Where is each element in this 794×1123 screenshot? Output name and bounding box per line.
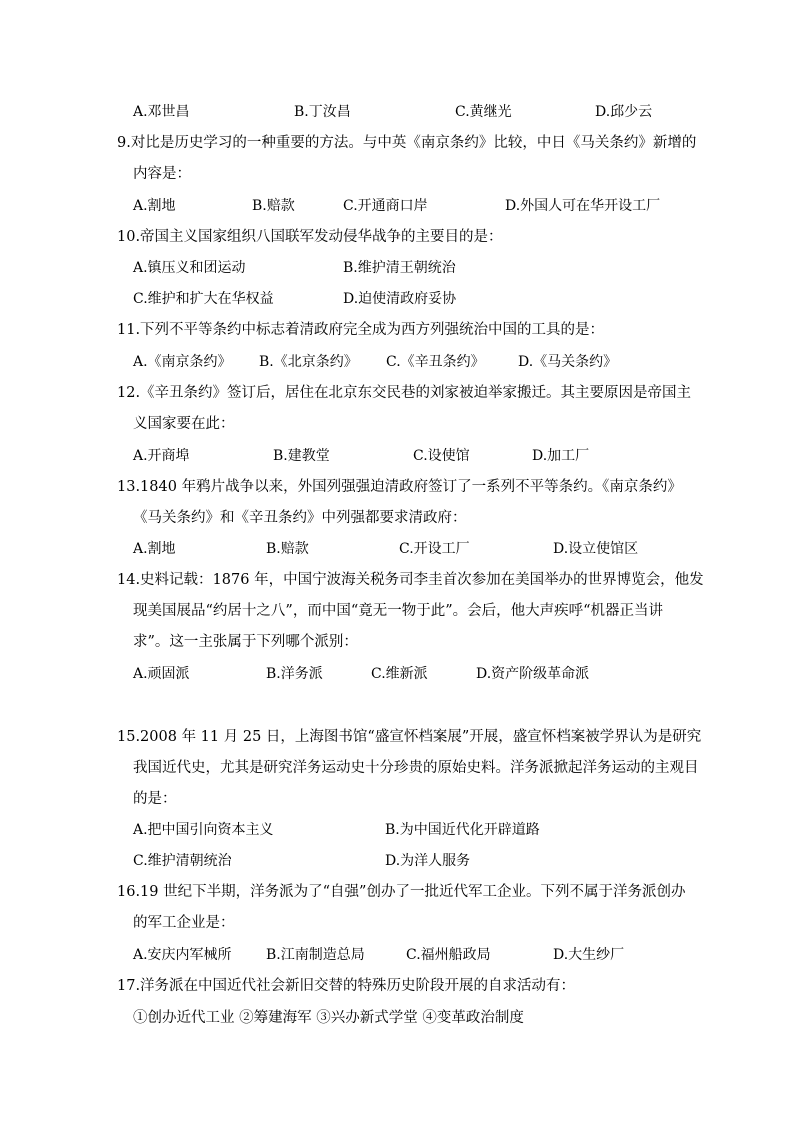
q9-option-d: D.外国人可在华开设工厂 — [505, 198, 661, 214]
q8-option-d: D.邱少云 — [595, 104, 653, 120]
q14-stem-line-1: 14.史料记载：1876 年，中国宁波海关税务司李圭首次参加在美国举办的世界博览会，他发 — [117, 572, 704, 588]
q10-stem-line-1: 10.帝国主义国家组织八国联军发动侵华战争的主要目的是： — [117, 229, 503, 245]
q9-stem-line-2: 内容是： — [133, 166, 191, 182]
q14-option-a: A.顽固派 — [133, 666, 190, 682]
q17-stem-line-1: 17.洋务派在中国近代社会新旧交替的特殊历史阶段开展的自求活动有： — [117, 978, 576, 994]
q11-option-c: C.《辛丑条约》 — [386, 354, 485, 370]
q11-option-b: B.《北京条约》 — [259, 354, 358, 370]
q15-option-c: C.维护清朝统治 — [133, 853, 232, 869]
q12-option-b: B.建教堂 — [273, 448, 330, 464]
q13-option-d: D.设立使馆区 — [553, 541, 639, 557]
q13-stem-line-1: 13.1840 年鸦片战争以来，外国列强强迫清政府签订了一系列不平等条约。《南京条约》 — [117, 479, 682, 495]
q14-stem-line-2: 现美国展品“约居十之八”，而中国“竟无一物于此”。会后，他大声疾呼“机器正当讲 — [133, 603, 664, 619]
q9-option-c: C.开通商口岸 — [343, 198, 428, 214]
q8-option-a: A.邓世昌 — [133, 104, 190, 120]
q11-option-d: D.《马关条约》 — [518, 354, 618, 370]
q15-stem-line-1: 15.2008 年 11 月 25 日，上海图书馆“盛宣怀档案展”开展，盛宣怀档案被学界认为是研究 — [117, 729, 702, 745]
q8-option-b: B.丁汝昌 — [294, 104, 351, 120]
q10-option-c: C.维护和扩大在华权益 — [133, 291, 274, 307]
q14-option-d: D.资产阶级革命派 — [476, 666, 590, 682]
q10-option-b: B.维护清王朝统治 — [343, 260, 456, 276]
q16-option-d: D.大生纱厂 — [553, 947, 625, 963]
q16-option-c: C.福州船政局 — [406, 947, 491, 963]
q9-stem-line-1: 9.对比是历史学习的一种重要的方法。与中英《南京条约》比较，中日《马关条约》新增的 — [117, 135, 697, 151]
q12-option-c: C.设使馆 — [413, 448, 470, 464]
q9-option-a: A.割地 — [133, 198, 176, 214]
q11-option-a: A.《南京条约》 — [133, 354, 232, 370]
q13-option-b: B.赔款 — [266, 541, 309, 557]
q16-stem-line-1: 16.19 世纪下半期，洋务派为了“自强”创办了一批近代军工企业。下列不属于洋务派创办 — [117, 884, 686, 900]
q16-option-b: B.江南制造总局 — [266, 947, 365, 963]
q12-option-a: A.开商埠 — [133, 448, 190, 464]
q16-option-a: A.安庆内军械所 — [133, 947, 232, 963]
q12-stem-line-1: 12.《辛丑条约》签订后，居住在北京东交民巷的刘家被迫举家搬迁。其主要原因是帝国主 — [117, 385, 692, 401]
q11-stem-line-1: 11.下列不平等条约中标志着清政府完全成为西方列强统治中国的工具的是： — [117, 322, 605, 338]
q15-option-a: A.把中国引向资本主义 — [133, 822, 274, 838]
q13-option-c: C.开设工厂 — [399, 541, 470, 557]
q16-stem-line-2: 的军工企业是： — [133, 915, 235, 931]
q13-stem-line-2: 《马关条约》和《辛丑条约》中列强都要求清政府： — [133, 510, 467, 526]
q15-option-d: D.为洋人服务 — [385, 853, 471, 869]
q15-option-b: B.为中国近代化开辟道路 — [385, 822, 540, 838]
q14-option-b: B.洋务派 — [266, 666, 323, 682]
q8-option-c: C.黄继光 — [455, 104, 512, 120]
q10-option-a: A.镇压义和团运动 — [133, 260, 246, 276]
q15-stem-line-3: 的是： — [133, 791, 177, 807]
q14-stem-line-3: 求”。这一主张属于下列哪个派别： — [133, 634, 358, 650]
q12-option-d: D.加工厂 — [532, 448, 590, 464]
q17-statements: ①创办近代工业 ②筹建海军 ③兴办新式学堂 ④变革政治制度 — [133, 1010, 524, 1026]
q10-option-d: D.迫使清政府妥协 — [343, 291, 457, 307]
q13-option-a: A.割地 — [133, 541, 176, 557]
q14-option-c: C.维新派 — [371, 666, 428, 682]
q9-option-b: B.赔款 — [252, 198, 295, 214]
q15-stem-line-2: 我国近代史，尤其是研究洋务运动史十分珍贵的原始史料。洋务派掀起洋务运动的主观目 — [133, 760, 699, 776]
q12-stem-line-2: 义国家要在此： — [133, 416, 235, 432]
